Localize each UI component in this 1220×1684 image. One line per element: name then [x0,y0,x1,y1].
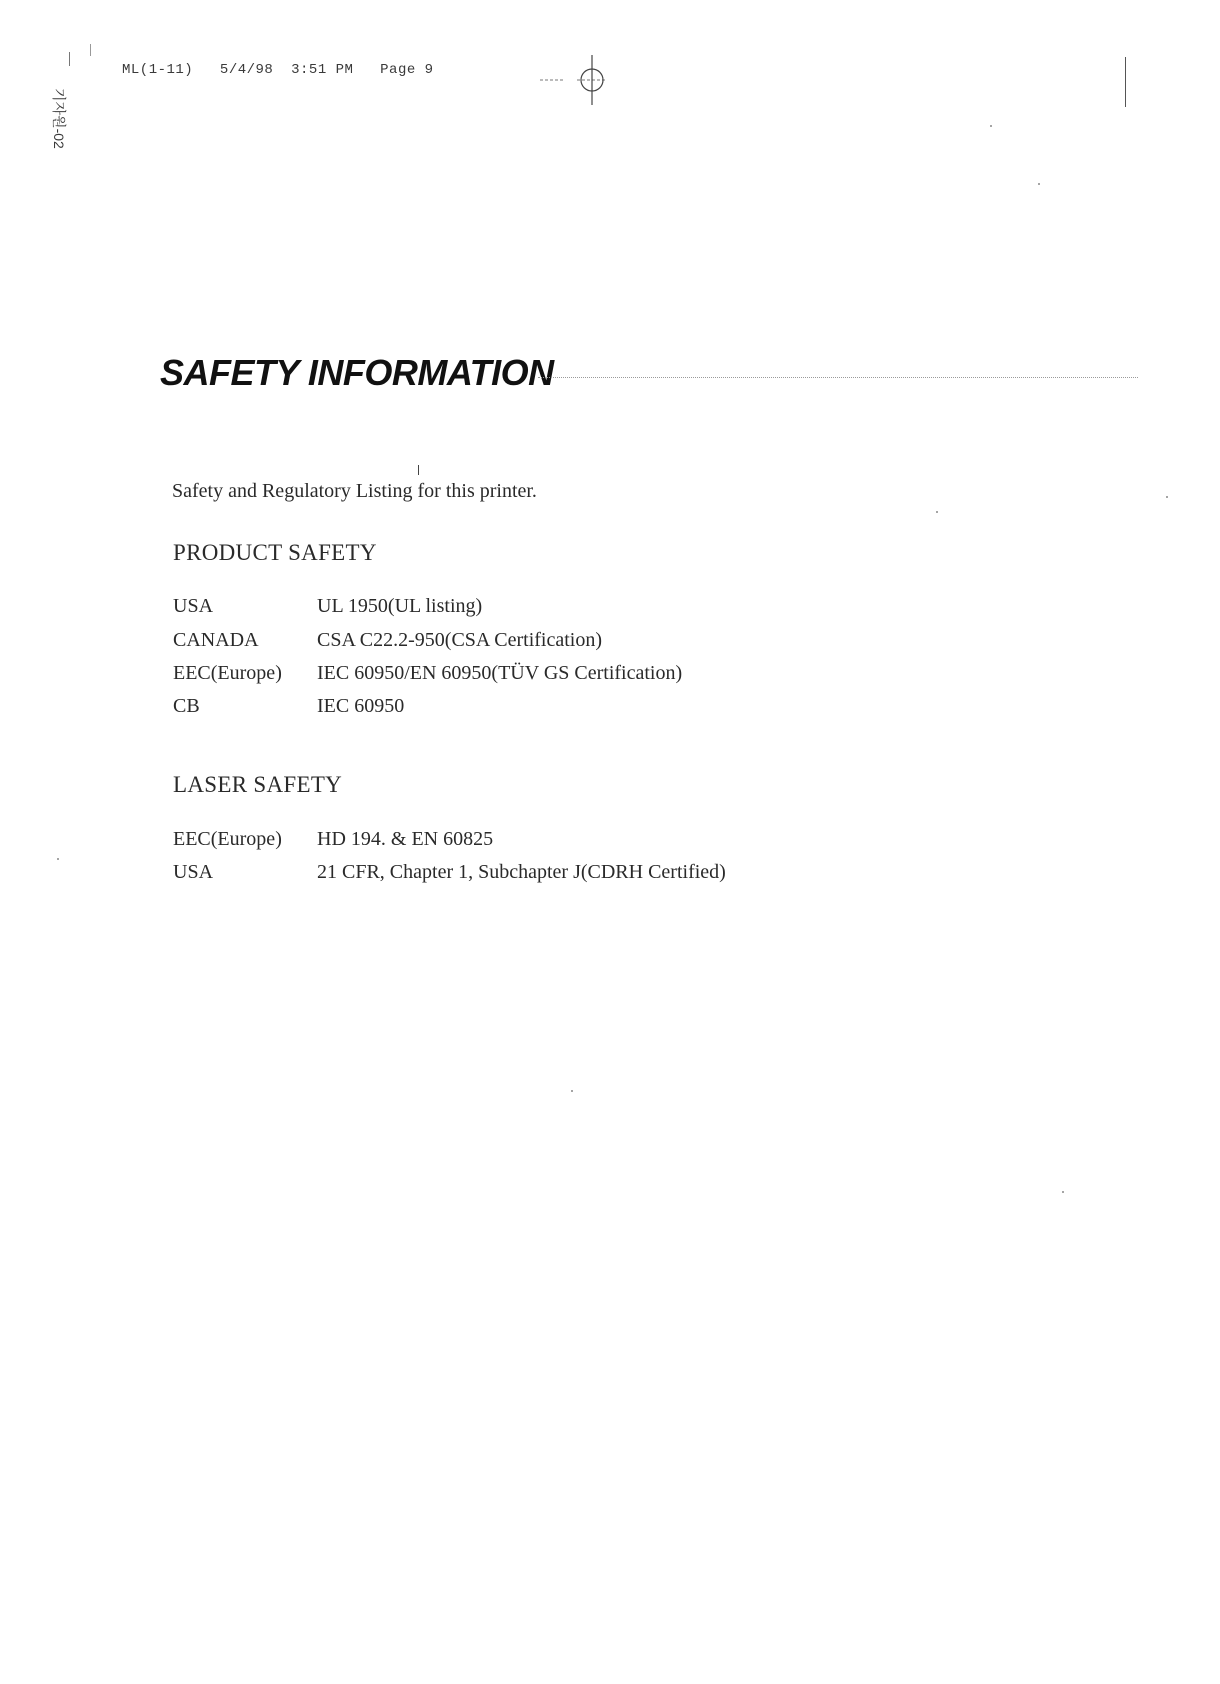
scan-speck [571,1090,573,1092]
standard-cell: UL 1950(UL listing) [317,595,483,617]
scan-speck [936,511,938,513]
intro-text: Safety and Regulatory Listing for this printer. [172,480,537,502]
crop-mark-left-top [90,44,91,56]
product-safety-heading: PRODUCT SAFETY [173,540,377,565]
crop-mark-right [1125,57,1126,107]
scan-speck [1062,1191,1064,1193]
page-title: SAFETY INFORMATION [160,352,554,393]
laser-safety-heading: LASER SAFETY [173,772,343,797]
side-code: 기자원-02 [51,88,67,149]
crop-mark-left [69,52,70,66]
scan-speck [1038,183,1040,185]
standard-cell: CSA C22.2-950(CSA Certification) [317,629,602,651]
stray-mark [418,465,419,475]
standard-cell: 21 CFR, Chapter 1, Subchapter J(CDRH Certified) [317,861,726,883]
region-cell: CB [173,695,200,717]
standard-cell: HD 194. & EN 60825 [317,828,494,850]
scan-speck [990,125,992,127]
print-slug-line: ML(1-11) 5/4/98 3:51 PM Page 9 [122,62,434,78]
scan-speck [57,858,59,860]
region-cell: USA [173,861,214,883]
registration-mark-icon [540,55,640,105]
region-cell: EEC(Europe) [173,828,282,850]
region-cell: EEC(Europe) [173,662,282,684]
standard-cell: IEC 60950 [317,695,405,717]
region-cell: USA [173,595,214,617]
scan-speck [1166,496,1168,498]
standard-cell: IEC 60950/EN 60950(TÜV GS Certification) [317,662,683,684]
region-cell: CANADA [173,629,259,651]
title-rule [538,377,1138,378]
